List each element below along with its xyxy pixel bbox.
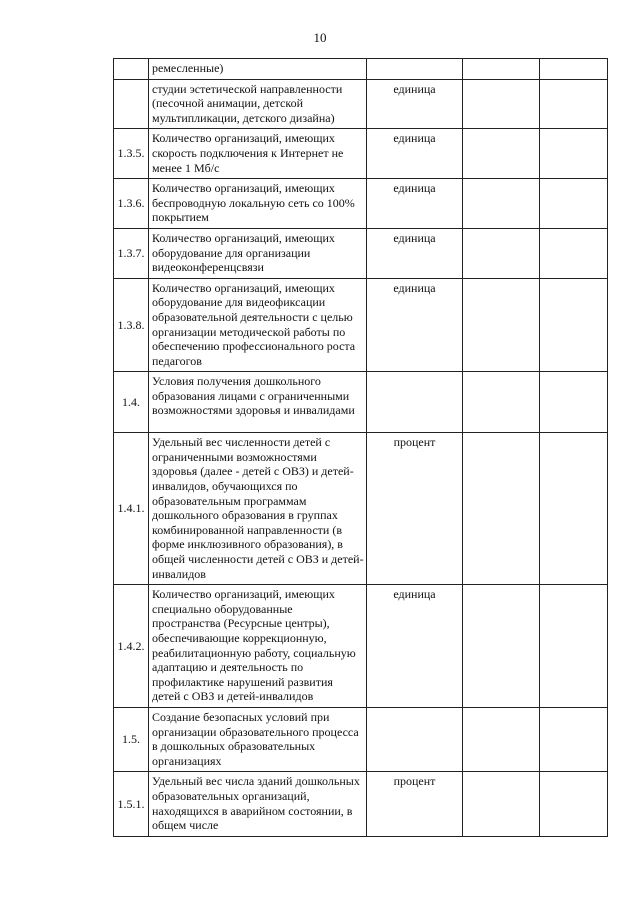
unit-cell: единица [367,278,463,372]
value-cell [540,129,608,179]
indicator-name: Удельный вес численности детей с ограниченными возможностями здоровья (далее - детей с ОВЗ) и детей-инвалидов, обучающихся по образовательным программам дошкольного образования в группах комбинированной направленности (в форме инклюзивного образования), в общей численности детей с ОВЗ и детей-инвалидов [149,433,367,585]
indicator-name: Количество организаций, имеющих беспроводную локальную сеть со 100% покрытием [149,179,367,229]
indicator-name: Количество организаций, имеющих специально оборудованные пространства (Ресурсные центры), обеспечивающие коррекционную, реабилитационную работу, социальную адаптацию и деятельность по профилактике нарушений развития детей с ОВЗ и детей-инвалидов [149,585,367,708]
value-cell [463,772,540,836]
unit-cell: единица [367,228,463,278]
table-row [114,708,608,772]
table-row [114,179,608,229]
value-cell [463,129,540,179]
unit-cell: процент [367,433,463,585]
value-cell [463,278,540,372]
table-row [114,433,608,585]
value-cell [463,228,540,278]
row-number: 1.3.8. [114,278,149,372]
table-row [114,772,608,836]
indicator-name: Условия получения дошкольного образования лицами с ограниченными возможностями здоровья и инвалидами [149,372,367,433]
row-number: 1.4. [114,372,149,433]
table-row [114,59,608,80]
value-cell [540,278,608,372]
unit-cell: единица [367,129,463,179]
value-cell [540,228,608,278]
table-row [114,228,608,278]
value-cell [463,59,540,80]
table-row [114,79,608,129]
indicator-name: студии эстетической направленности (песочной анимации, детской мультипликации, детского дизайна) [149,79,367,129]
value-cell [540,433,608,585]
unit-cell: процент [367,772,463,836]
value-cell [540,372,608,433]
value-cell [540,772,608,836]
indicator-name: Создание безопасных условий при организации образовательного процесса в дошкольных образовательных организациях [149,708,367,772]
table-row [114,585,608,708]
value-cell [463,372,540,433]
row-number [114,79,149,129]
value-cell [540,708,608,772]
value-cell [540,179,608,229]
page-number: 10 [313,30,327,45]
unit-cell [367,708,463,772]
table-row [114,278,608,372]
unit-cell: единица [367,179,463,229]
value-cell [463,179,540,229]
row-number [114,59,149,80]
unit-cell [367,59,463,80]
value-cell [540,585,608,708]
unit-cell [367,372,463,433]
value-cell [463,708,540,772]
row-number: 1.3.6. [114,179,149,229]
table-row [114,129,608,179]
value-cell [540,79,608,129]
indicator-name: Количество организаций, имеющих оборудование для видеофиксации образовательной деятельности с целью организации методической работы по обеспечению профессионального роста педагогов [149,278,367,372]
indicators-table [113,58,608,837]
value-cell [540,59,608,80]
value-cell [463,433,540,585]
unit-cell: единица [367,585,463,708]
row-number: 1.4.2. [114,585,149,708]
row-number: 1.3.7. [114,228,149,278]
value-cell [463,79,540,129]
value-cell [463,585,540,708]
row-number: 1.4.1. [114,433,149,585]
indicator-name: Количество организаций, имеющих скорость подключения к Интернет не менее 1 Мб/с [149,129,367,179]
table-row [114,372,608,433]
row-number: 1.3.5. [114,129,149,179]
indicator-name: Удельный вес числа зданий дошкольных образовательных организаций, находящихся в аварийном состоянии, в общем числе [149,772,367,836]
unit-cell: единица [367,79,463,129]
indicator-name: Количество организаций, имеющих оборудование для организации видеоконференцсвязи [149,228,367,278]
row-number: 1.5. [114,708,149,772]
row-number: 1.5.1. [114,772,149,836]
indicator-name: ремесленные) [149,59,367,80]
